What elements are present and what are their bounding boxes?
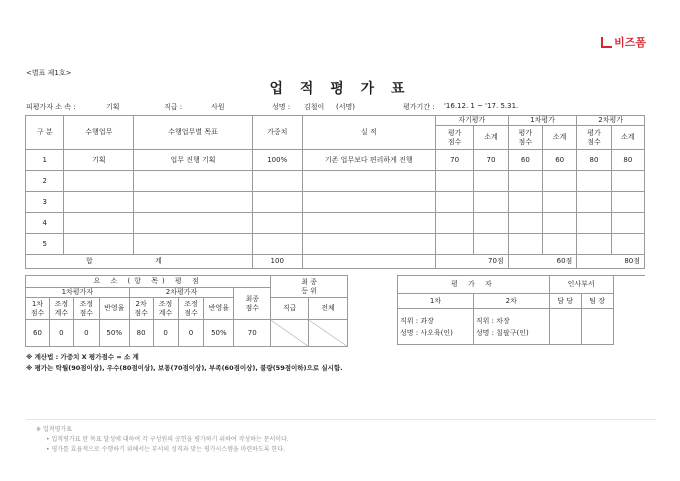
first-header: 1차	[398, 294, 474, 309]
footer-divider	[26, 419, 656, 420]
row-first-sub: 60	[542, 150, 576, 171]
header-goal: 수행업무별 목표	[134, 116, 253, 150]
score-value: 0	[73, 320, 99, 347]
page-title: 업 적 평 가 표	[269, 81, 411, 97]
dept-value: 기획	[106, 103, 120, 111]
score-value: 60	[26, 320, 50, 347]
row-no: 1	[26, 150, 64, 171]
period-value: '16.12. 1 ~ '17. 5.31.	[444, 102, 519, 110]
note-grading: ※ 평가는 탁월(90점이상), 우수(80점이상), 보통(70점이상), 부족(60점이상), 불량(59점이하)으로 실시함.	[26, 364, 343, 372]
row-second-sub: 80	[611, 150, 644, 171]
total-first: 60점	[508, 255, 577, 269]
header-task: 수행업무	[64, 116, 134, 150]
header-second-score: 평가 점수	[577, 126, 611, 150]
hr-lead-sign	[581, 309, 613, 345]
footer-title: ※ 업적평가표	[36, 426, 72, 433]
period-label: 평가기간 :	[403, 103, 435, 111]
second-header: 2차	[473, 294, 549, 309]
row-weight	[252, 213, 302, 234]
blank-cell	[613, 309, 645, 345]
header-second: 2차평가	[577, 116, 645, 126]
row-first-score: 60	[508, 150, 542, 171]
row-weight	[252, 192, 302, 213]
sub-header: 1차 점수	[26, 298, 50, 320]
row-first-score	[508, 171, 542, 192]
sign-label: (서명)	[336, 103, 355, 111]
second-evaluator-header: 2차평가자	[129, 288, 234, 298]
total-weight: 100	[252, 255, 302, 269]
row-self-sub	[474, 234, 508, 255]
row-goal	[134, 213, 253, 234]
notes	[26, 352, 343, 374]
row-self-sub: 70	[474, 150, 508, 171]
header-no: 구 분	[26, 116, 64, 150]
row-self-score	[435, 213, 473, 234]
name-value: 김철이	[304, 103, 325, 111]
header-first: 1차평가	[508, 116, 577, 126]
row-first-score	[508, 234, 542, 255]
final-score-header: 최종 점수	[234, 288, 271, 320]
row-first-sub	[542, 234, 576, 255]
score-table	[25, 275, 348, 347]
footer-line: • 평가를 효율적으로 수행하기 위해서는 부서의 성격과 맞는 평가시스템을 마련하도록 한다.	[46, 446, 285, 453]
table-row	[26, 171, 645, 192]
note-formula: ※ 계산법 : 가중치 X 평가점수 = 소 계	[26, 353, 139, 361]
row-first-sub	[542, 213, 576, 234]
brand-mark-icon	[601, 37, 612, 48]
row-task	[64, 171, 134, 192]
sub-header: 반영율	[99, 298, 129, 320]
score-values-row	[26, 320, 348, 347]
footer-line: • 업적평가표 란 목표 달성에 대하여 각 구성원의 공헌을 평가하기 위하여 작성하는 문서이다.	[46, 436, 289, 443]
name-label: 성명 :	[272, 103, 291, 111]
row-task	[64, 213, 134, 234]
row-no: 3	[26, 192, 64, 213]
first-name: 성명 : 사오육(인)	[400, 328, 453, 337]
first-position: 직위 : 과장	[400, 316, 434, 325]
total-second: 80점	[577, 255, 645, 269]
row-weight	[252, 171, 302, 192]
evaluator-table	[397, 275, 645, 345]
rank-job-cell	[271, 320, 309, 347]
final-rank-header: 최 종 등 위	[271, 276, 348, 298]
row-first-score	[508, 213, 542, 234]
header-first-subtotal: 소계	[542, 126, 576, 150]
sub-header: 2차 점수	[129, 298, 153, 320]
table-row	[26, 192, 645, 213]
performance-table	[25, 115, 645, 269]
first-evaluator-header: 1차평가자	[26, 288, 130, 298]
hr-staff-sign	[549, 309, 581, 345]
row-second-sub	[611, 192, 644, 213]
score-value: 0	[49, 320, 73, 347]
sub-header: 반영율	[204, 298, 234, 320]
score-value: 80	[129, 320, 153, 347]
row-result	[302, 213, 435, 234]
second-position: 직위 : 차장	[475, 316, 510, 325]
row-result	[302, 234, 435, 255]
hr-staff-header: 담 당	[549, 294, 581, 309]
row-result	[302, 171, 435, 192]
row-second-score	[577, 234, 611, 255]
row-self-sub	[474, 192, 508, 213]
form-number: <별표 제1호>	[26, 69, 72, 77]
score-header: 요 소 (항 목) 평 점	[26, 276, 271, 288]
row-self-sub	[474, 213, 508, 234]
row-goal	[134, 234, 253, 255]
hr-header: 인사부서	[549, 276, 613, 294]
row-result: 기존 업무보다 편리하게 진행	[302, 150, 435, 171]
total-row	[26, 255, 645, 269]
score-value: 50%	[99, 320, 129, 347]
sub-header: 조정 점수	[178, 298, 204, 320]
blank-cell	[613, 276, 645, 309]
row-task	[64, 192, 134, 213]
row-self-score	[435, 171, 473, 192]
rank-label: 직급 :	[164, 103, 183, 111]
row-self-score	[435, 234, 473, 255]
header-result: 실 적	[302, 116, 435, 150]
row-second-sub	[611, 234, 644, 255]
row-goal	[134, 192, 253, 213]
row-self-score	[435, 192, 473, 213]
table-row	[26, 213, 645, 234]
row-no: 2	[26, 171, 64, 192]
table-row	[26, 234, 645, 255]
rank-all-cell	[309, 320, 348, 347]
row-weight: 100%	[252, 150, 302, 171]
footer	[36, 425, 289, 455]
row-self-sub	[474, 171, 508, 192]
sub-header: 조정 점수	[73, 298, 99, 320]
row-second-score	[577, 171, 611, 192]
header-first-score: 평가 점수	[508, 126, 542, 150]
second-evaluator-cell	[473, 309, 549, 345]
row-task	[64, 234, 134, 255]
row-second-sub	[611, 213, 644, 234]
row-task: 기획	[64, 150, 134, 171]
header-self: 자기평가	[435, 116, 508, 126]
row-weight	[252, 234, 302, 255]
final-score-value: 70	[234, 320, 271, 347]
row-second-sub	[611, 171, 644, 192]
row-no: 5	[26, 234, 64, 255]
rank-job-header: 직급	[271, 298, 309, 320]
row-first-score	[508, 192, 542, 213]
table-row	[26, 150, 645, 171]
row-goal	[134, 171, 253, 192]
rank-value: 사원	[211, 103, 225, 111]
row-second-score	[577, 213, 611, 234]
header-weight: 가중치	[252, 116, 302, 150]
header-self-subtotal: 소계	[474, 126, 508, 150]
total-label: 합 계	[26, 255, 253, 269]
sub-header: 조정 계수	[153, 298, 178, 320]
evaluator-header: 평 가 자	[398, 276, 550, 294]
evaluatee-label: 피평가자 소 속 :	[26, 103, 76, 111]
row-result	[302, 192, 435, 213]
score-value: 0	[178, 320, 204, 347]
row-self-score: 70	[435, 150, 473, 171]
rank-all-header: 전체	[309, 298, 348, 320]
header-self-score: 평가 점수	[435, 126, 473, 150]
total-result	[302, 255, 435, 269]
score-value: 50%	[204, 320, 234, 347]
row-first-sub	[542, 192, 576, 213]
row-second-score: 80	[577, 150, 611, 171]
sub-header: 조정 계수	[49, 298, 73, 320]
row-goal: 업무 진행 기획	[134, 150, 253, 171]
total-self: 70점	[435, 255, 508, 269]
first-evaluator-cell	[398, 309, 474, 345]
header-second-subtotal: 소계	[611, 126, 644, 150]
second-name: 성명 : 칠팔구(인)	[475, 328, 529, 337]
row-no: 4	[26, 213, 64, 234]
brand-logo	[601, 34, 646, 50]
brand-name: 비즈폼	[614, 36, 646, 49]
row-first-sub	[542, 171, 576, 192]
hr-lead-header: 팀 장	[581, 294, 613, 309]
row-second-score	[577, 192, 611, 213]
score-value: 0	[153, 320, 178, 347]
